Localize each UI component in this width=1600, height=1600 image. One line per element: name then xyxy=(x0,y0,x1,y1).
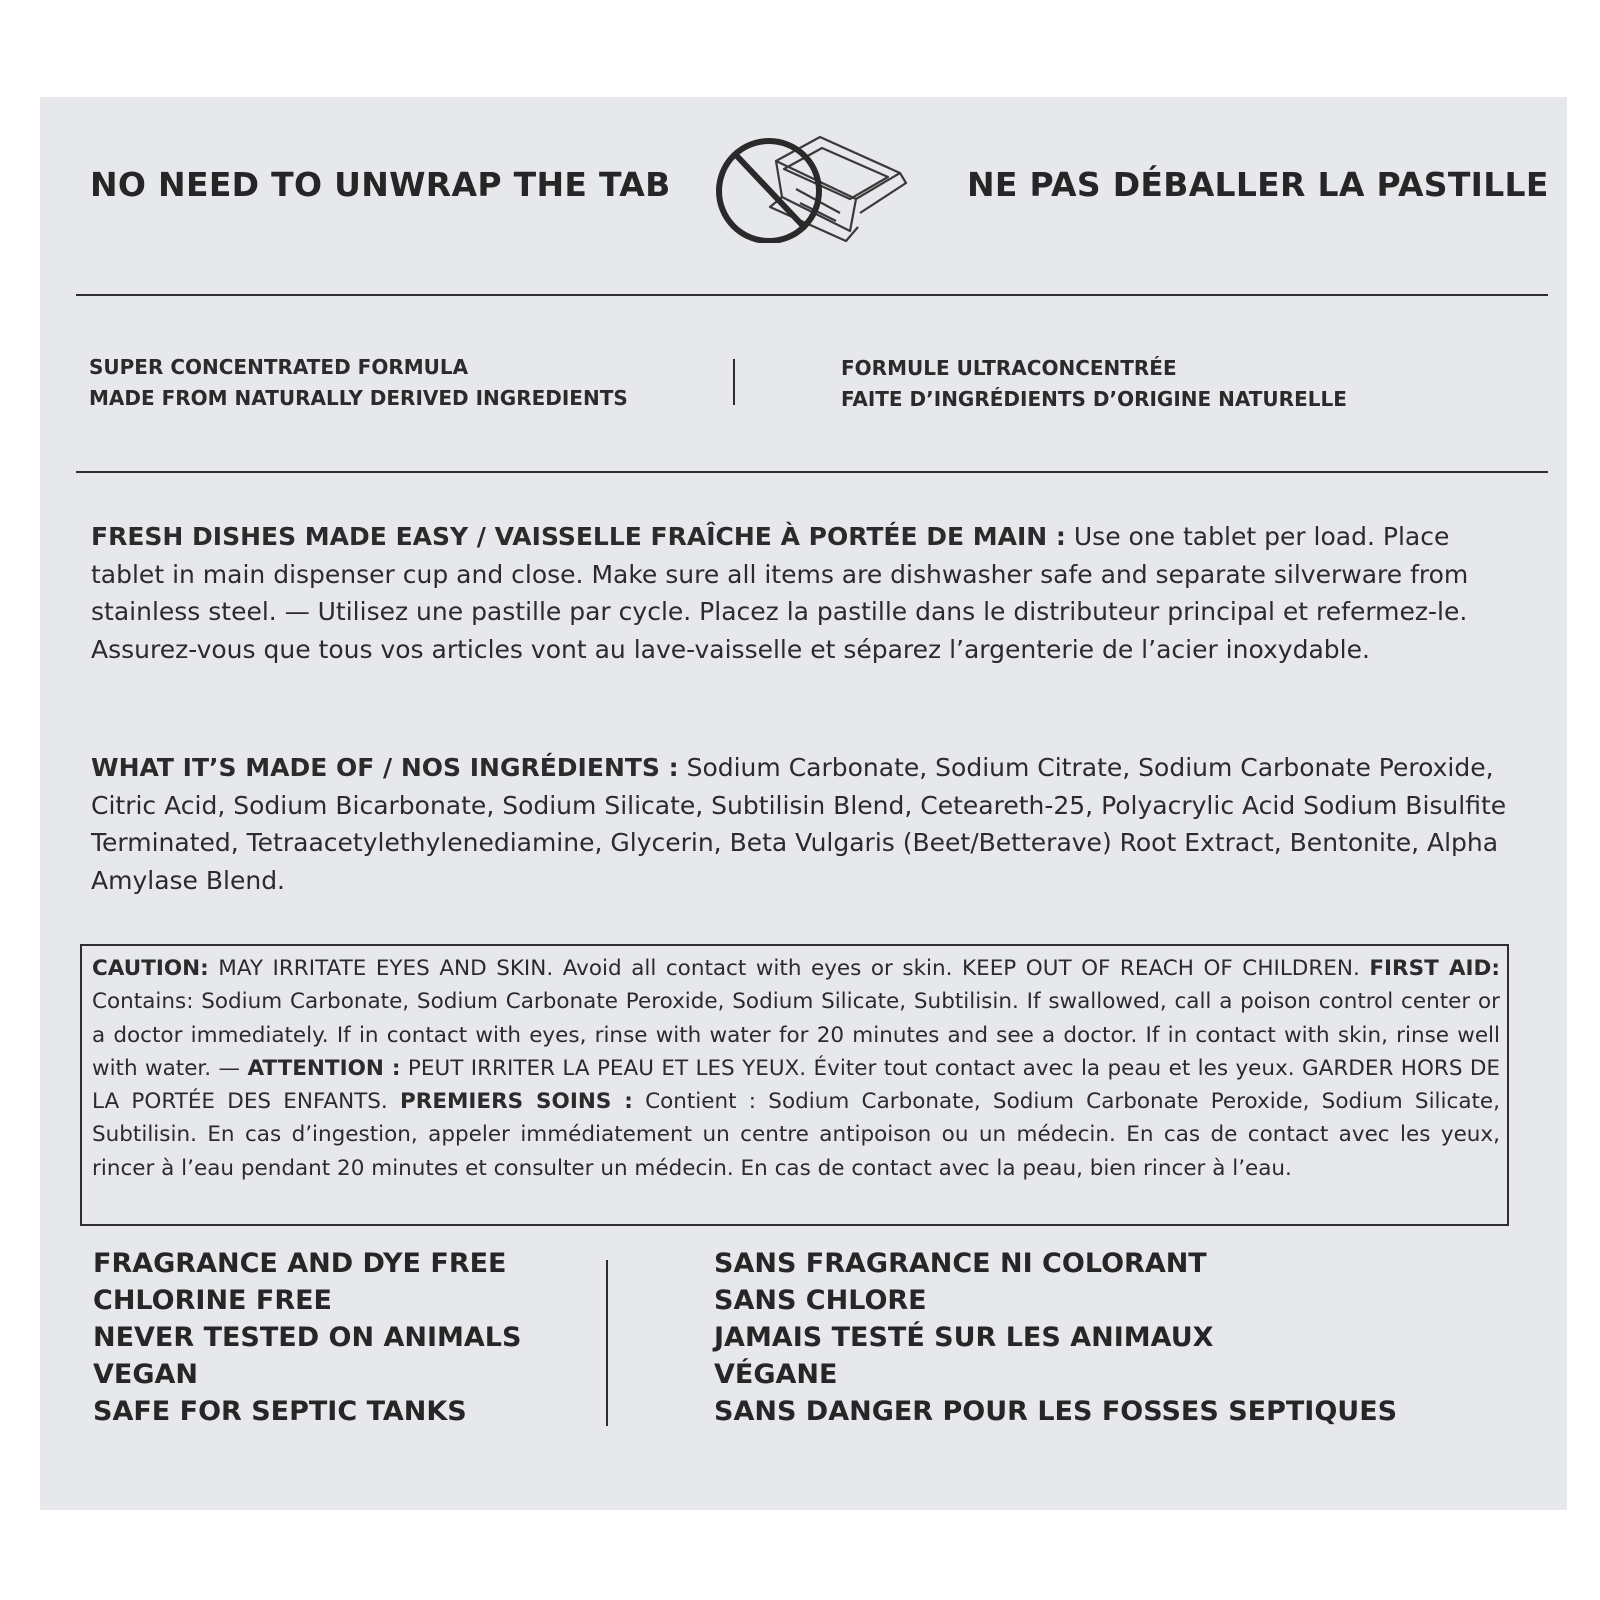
features-separator xyxy=(606,1260,608,1426)
feature-item: CHLORINE FREE xyxy=(93,1285,333,1316)
first-aid-body: Contains: Sodium Carbonate, Sodium Carbonate Peroxide, Sodium Silicate, Subtilisin. If swallowed, call a poison control center or a doctor immediately. If in contact with eyes, rinse with water for 20 minutes and see a doctor. If in contact with skin, rinse well with water. — xyxy=(92,989,1500,1081)
claim-line: MADE FROM NATURALLY DERIVED INGREDIENTS xyxy=(89,386,628,410)
first-aid-label: FIRST AID: xyxy=(1369,956,1500,981)
features-english xyxy=(93,1245,521,1430)
premiers-soins-body: Contient : Sodium Carbonate, Sodium Carbonate Peroxide, Sodium Silicate, Subtilisin. En cas d’ingestion, appeler immédiatement un centre antipoison ou un médecin. En cas de contact avec les yeux, rincer à l’eau pendant 20 minutes et consulter un médecin. En cas de contact avec la peau, bien rincer à l’eau. xyxy=(92,1089,1500,1181)
claims-english xyxy=(89,352,628,414)
feature-item: JAMAIS TESTÉ SUR LES ANIMAUX xyxy=(714,1322,1214,1353)
feature-item: FRAGRANCE AND DYE FREE xyxy=(93,1248,507,1279)
caution-body: MAY IRRITATE EYES AND SKIN. Avoid all contact with eyes or skin. KEEP OUT OF REACH OF CHILDREN. xyxy=(208,956,1360,981)
ingredients-heading: WHAT IT’S MADE OF / NOS INGRÉDIENTS : xyxy=(91,753,679,782)
claims-separator xyxy=(733,359,735,405)
directions-paragraph xyxy=(91,518,1511,668)
feature-item: NEVER TESTED ON ANIMALS xyxy=(93,1322,522,1353)
claim-line: FORMULE ULTRACONCENTRÉE xyxy=(841,356,1177,380)
claim-line: SUPER CONCENTRATED FORMULA xyxy=(89,355,469,379)
attention-body: PEUT IRRITER LA PEAU ET LES YEUX. Éviter tout contact avec la peau et les yeux. GARDER HORS DE LA PORTÉE DES ENFANTS. xyxy=(92,1055,1501,1115)
feature-item: VEGAN xyxy=(93,1359,198,1390)
feature-item: SANS CHLORE xyxy=(714,1285,927,1316)
feature-item: SANS FRAGRANCE NI COLORANT xyxy=(714,1248,1207,1279)
caution-text xyxy=(92,952,1500,1185)
attention-label: ATTENTION : xyxy=(247,1055,401,1081)
directions-heading: FRESH DISHES MADE EASY / VAISSELLE FRAÎCHE À PORTÉE DE MAIN : xyxy=(91,522,1066,551)
divider-top xyxy=(76,294,1548,296)
directions-text: Use one tablet per load. Place tablet in main dispenser cup and close. Make sure all items are dishwasher safe and separate silverware from stainless steel. — Utilisez une pastille par cycle. Placez la pastille dans le distributeur principal et refermez-le. Assurez-vous que tous vos articles vont au lave-vaisselle et séparez l’argenterie de l’acier inoxydable. xyxy=(91,522,1469,664)
feature-item: VÉGANE xyxy=(714,1359,838,1390)
header-french: NE PAS DÉBALLER LA PASTILLE xyxy=(967,165,1549,204)
feature-item: SAFE FOR SEPTIC TANKS xyxy=(93,1396,467,1427)
premiers-soins-label: PREMIERS SOINS : xyxy=(400,1089,633,1115)
caution-label: CAUTION: xyxy=(92,956,209,981)
header-english: NO NEED TO UNWRAP THE TAB xyxy=(90,165,671,204)
claim-line: FAITE D’INGRÉDIENTS D’ORIGINE NATURELLE xyxy=(841,387,1347,411)
divider-middle xyxy=(76,471,1548,473)
features-french xyxy=(714,1245,1397,1430)
label-panel xyxy=(40,97,1567,1510)
no-unwrap-tablet-icon xyxy=(700,123,930,243)
ingredients-paragraph xyxy=(91,749,1511,899)
feature-item: SANS DANGER POUR LES FOSSES SEPTIQUES xyxy=(714,1396,1398,1427)
claims-french xyxy=(841,353,1347,415)
ingredients-text: Sodium Carbonate, Sodium Citrate, Sodium Carbonate Peroxide, Citric Acid, Sodium Bicarbonate, Sodium Silicate, Subtilisin Blend, Ceteareth-25, Polyacrylic Acid Sodium Bisulfite Terminated, Tetraacetylethylenediamine, Glycerin, Beta Vulgaris (Beet/Betterave) Root Extract, Bentonite, Alpha Amylase Blend. xyxy=(91,753,1507,895)
